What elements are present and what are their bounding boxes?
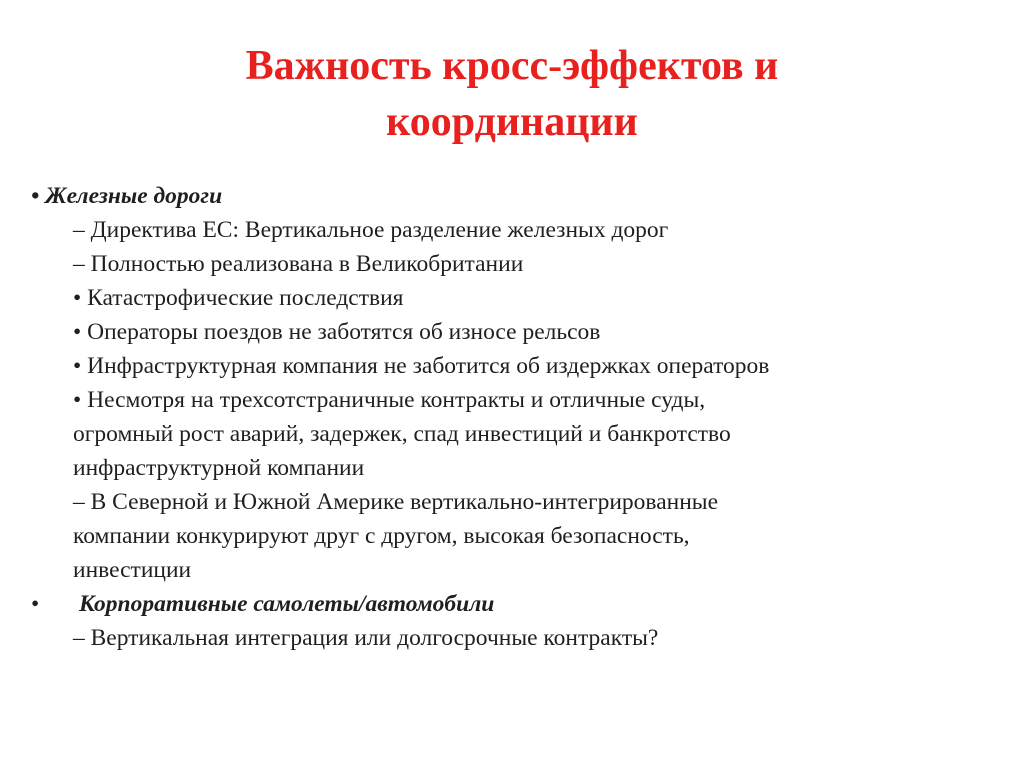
slide-title-line-2: координации [386,99,638,145]
list-item: – Полностью реализована в Великобритании [73,251,524,277]
list-item: • Несмотря на трехсотстраничные контракты и отличные суды, [73,387,706,413]
list-item: • Инфраструктурная компания не заботится об издержках операторов [73,353,770,379]
slide-title-line-1: Важность кросс-эффектов и [245,43,779,89]
list-item-continuation: огромный рост аварий, задержек, спад инвестиций и банкротство [73,421,731,447]
list-item: – В Северной и Южной Америке вертикально-интегрированные [73,489,718,515]
slide-title [0,38,1024,150]
list-item: • Катастрофические последствия [73,285,404,311]
list-item-continuation: компании конкурируют друг с другом, высокая безопасность, [73,523,690,549]
section-bullet: • [31,591,40,617]
section-heading-railways: • Железные дороги [31,183,223,209]
list-item-continuation: инвестиции [73,557,192,583]
section-heading-corporate: Корпоративные самолеты/автомобили [79,591,495,617]
list-item-continuation: инфраструктурной компании [73,455,365,481]
list-item: – Директива ЕС: Вертикальное разделение железных дорог [73,217,669,243]
list-item: – Вертикальная интеграция или долгосрочные контракты? [73,625,659,651]
list-item: • Операторы поездов не заботятся об износе рельсов [73,319,601,345]
